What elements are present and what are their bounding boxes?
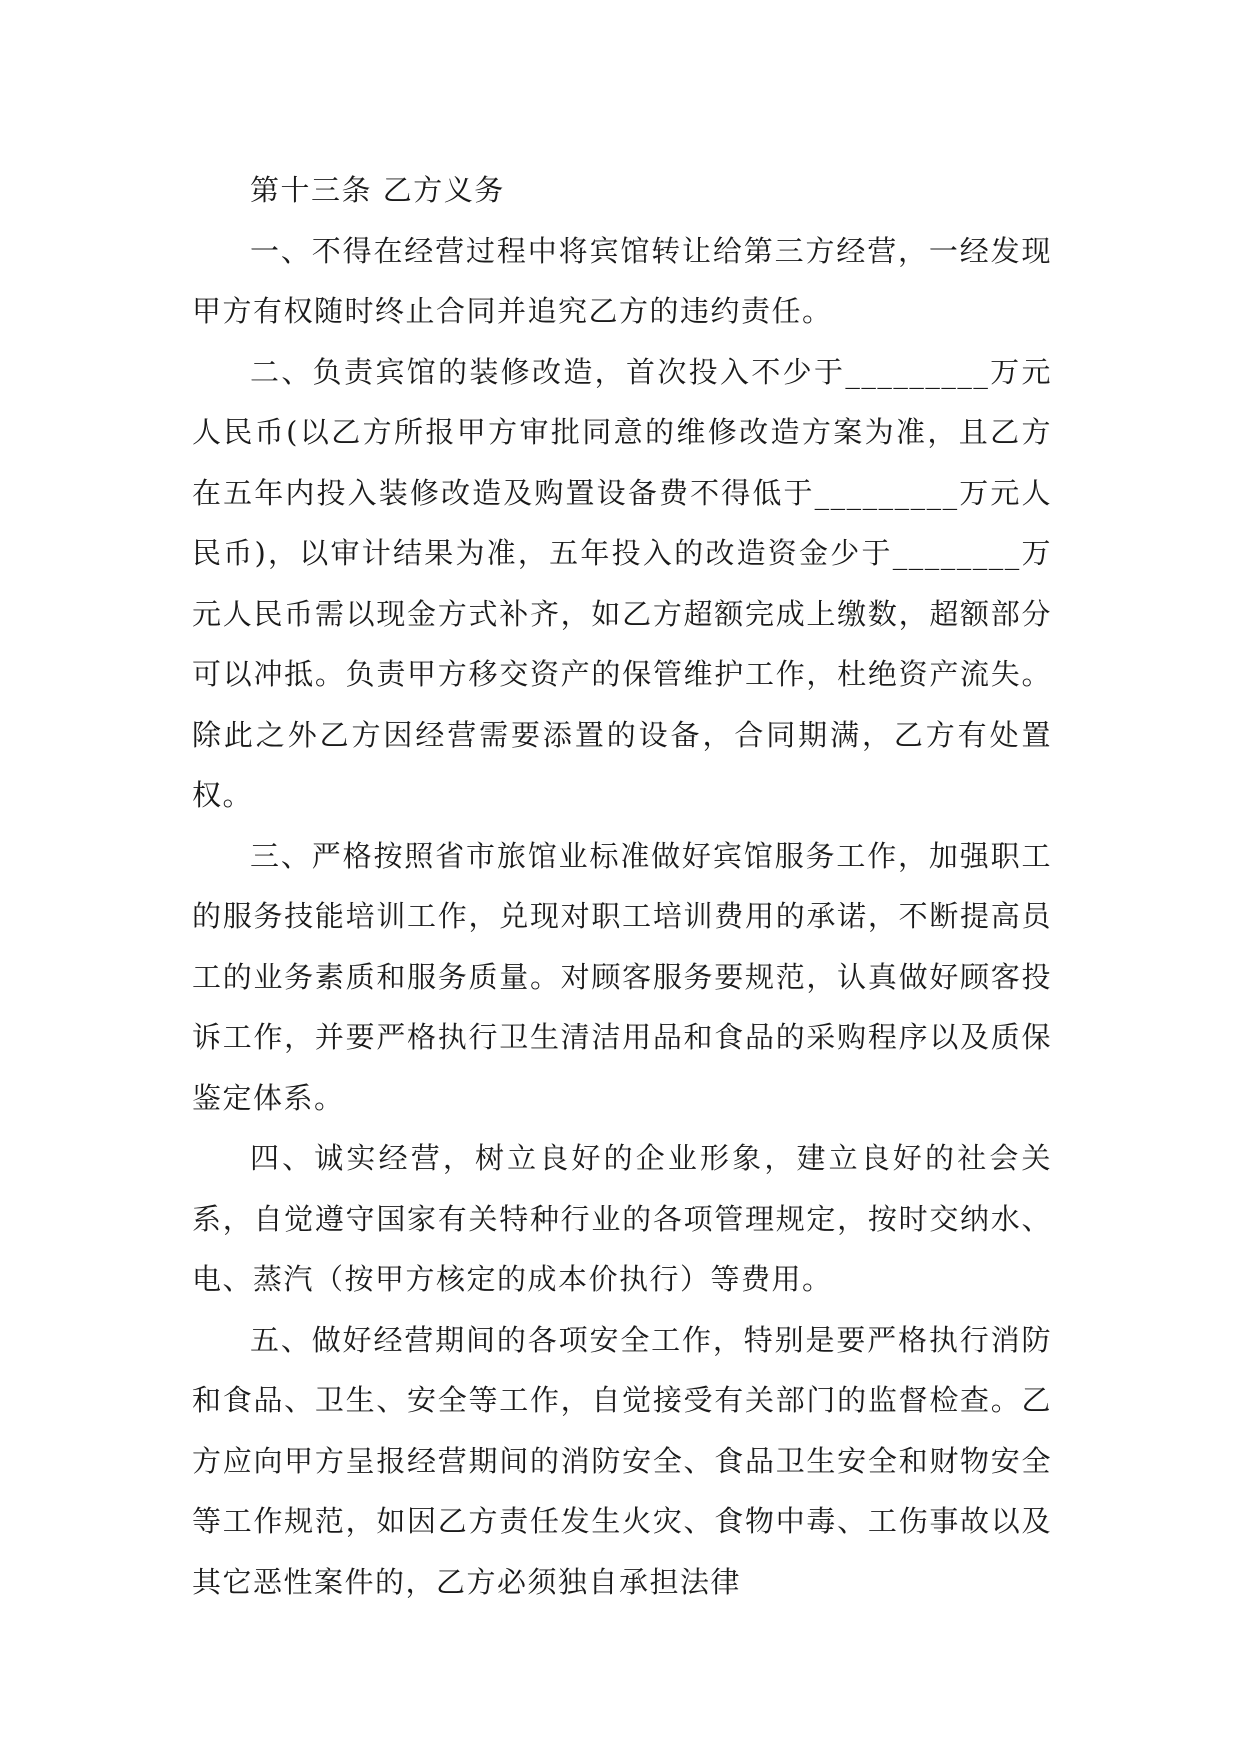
clause-2: 二、负责宾馆的装修改造，首次投入不少于_________万元人民币(以乙方所报甲方审批同意的维修改造方案为准，且乙方在五年内投入装修改造及购置设备费不得低于_________万元人民币)，以审计结果为准，五年投入的改造资金少于________万元人民币需以现金方式补齐，如乙方超额完成上缴数，超额部分可以冲抵。负责甲方移交资产的保管维护工作，杜绝资产流失。除此之外乙方因经营需要添置的设备，合同期满，乙方有处置权。 [192,354,1052,812]
clause-4: 四、诚实经营，树立良好的企业形象，建立良好的社会关系，自觉遵守国家有关特种行业的各项管理规定，按时交纳水、电、蒸汽（按甲方核定的成本价执行）等费用。 [192,1141,1052,1296]
clause-5: 五、做好经营期间的各项安全工作，特别是要严格执行消防和食品、卫生、安全等工作，自觉接受有关部门的监督检查。乙方应向甲方呈报经营期间的消防安全、食品卫生安全和财物安全等工作规范，如因乙方责任发生火灾、食物中毒、工伤事故以及其它恶性案件的，乙方必须独自承担法律 [192,1322,1052,1599]
clause-3: 三、严格按照省市旅馆业标准做好宾馆服务工作，加强职工的服务技能培训工作，兑现对职工培训费用的承诺，不断提高员工的业务素质和服务质量。对顾客服务要规范，认真做好顾客投诉工作，并要严格执行卫生清洁用品和食品的采购程序以及质保鉴定体系。 [192,838,1052,1115]
clause-1: 一、不得在经营过程中将宾馆转让给第三方经营，一经发现甲方有权随时终止合同并追究乙方的违约责任。 [192,233,1052,328]
article-heading: 第十三条 乙方义务 [250,173,505,207]
document-page [192,160,1052,1612]
